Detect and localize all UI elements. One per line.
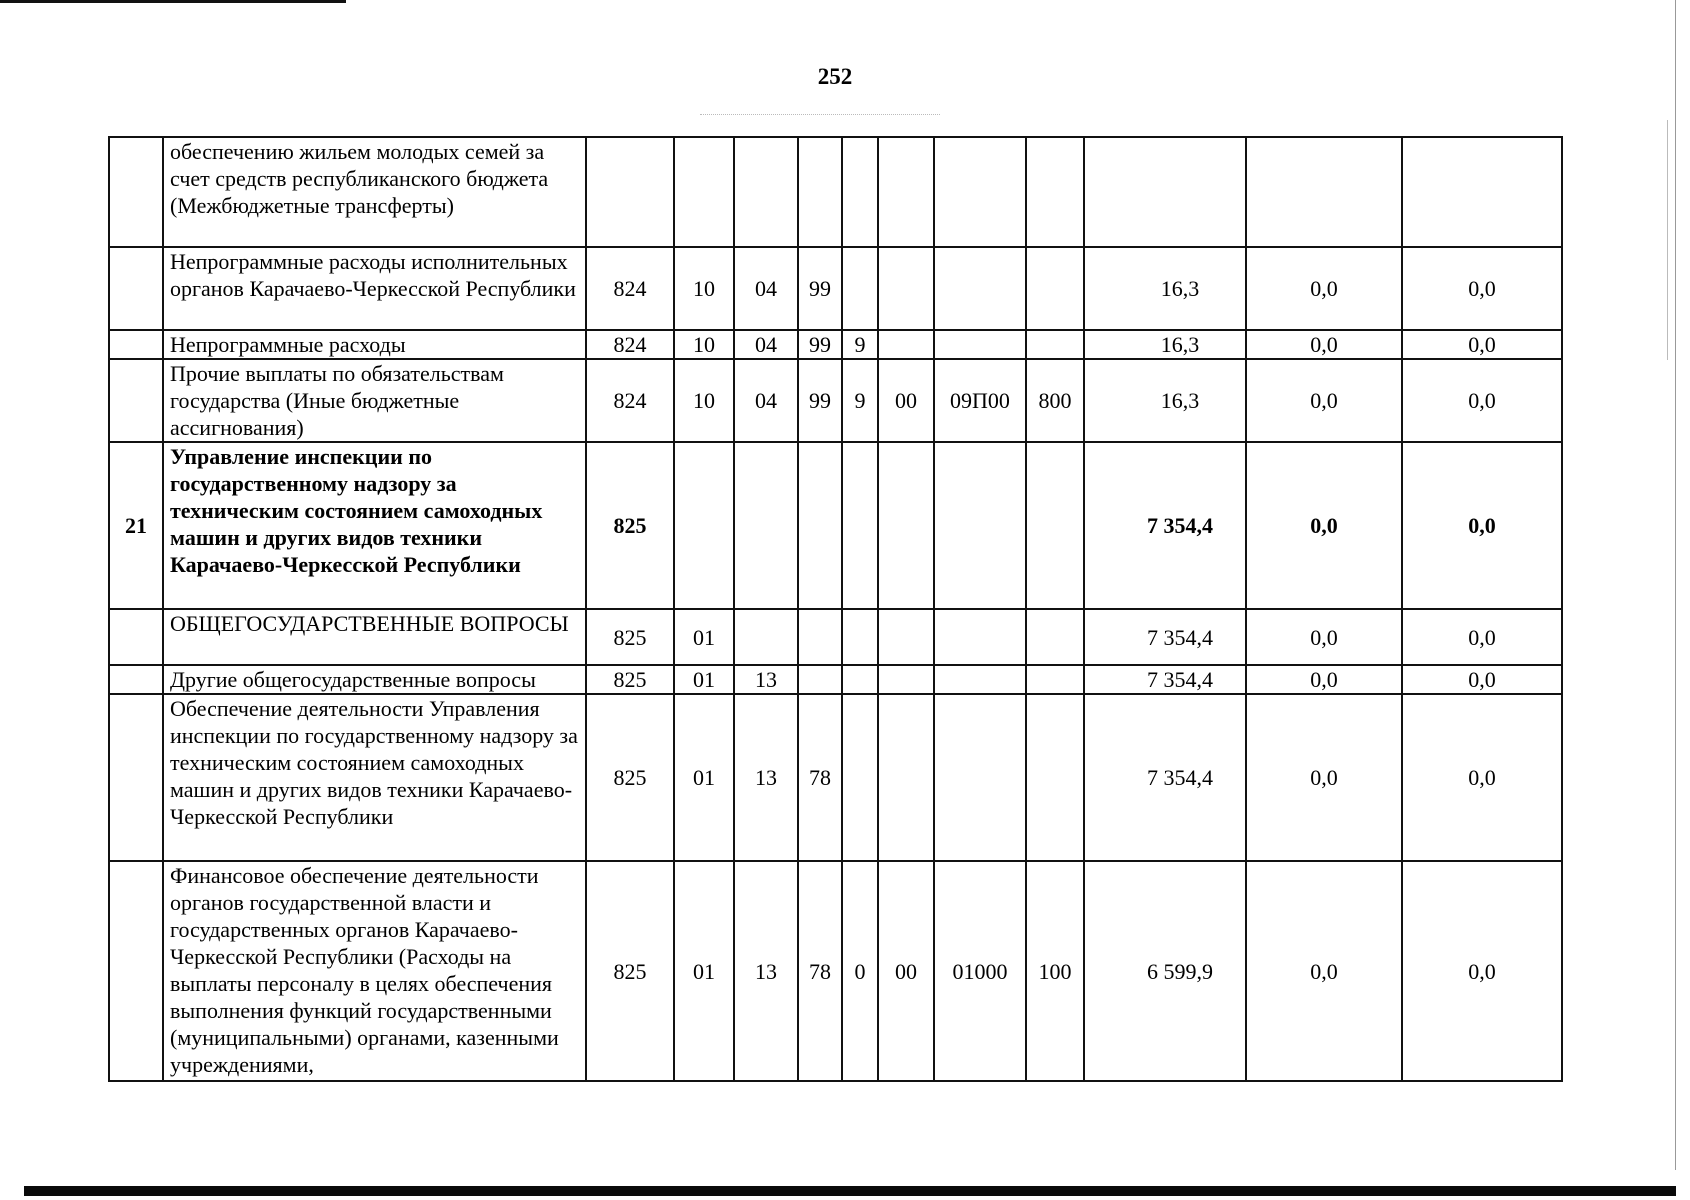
cell-sum-1: 7 354,4 xyxy=(1084,694,1246,861)
cell-vr xyxy=(1026,609,1084,665)
cell-sum-1 xyxy=(1084,137,1246,247)
cell-csr-program xyxy=(798,609,842,665)
cell-csr-direction xyxy=(934,137,1026,247)
cell-vr: 800 xyxy=(1026,359,1084,442)
cell-grbs: 824 xyxy=(586,359,674,442)
cell-pr: 04 xyxy=(734,330,798,359)
cell-sum-3: 0,0 xyxy=(1402,330,1562,359)
cell-csr-subprogram xyxy=(842,609,878,665)
cell-sum-2 xyxy=(1246,137,1402,247)
cell-sum-1: 7 354,4 xyxy=(1084,442,1246,609)
row-name: Финансовое обеспечение деятельности органов государственной власти и государственных органов Карачаево-Черкесской Республики (Расходы на выплаты персоналу в целях обеспечения выполнения функций государственными (муниципальными) органами, казенными учреждениями, xyxy=(163,861,586,1081)
cell-csr-direction xyxy=(934,330,1026,359)
cell-sum-3: 0,0 xyxy=(1402,861,1562,1081)
cell-sum-1: 7 354,4 xyxy=(1084,665,1246,694)
cell-csr-direction xyxy=(934,442,1026,609)
cell-sum-2: 0,0 xyxy=(1246,665,1402,694)
top-rule xyxy=(0,0,346,3)
cell-grbs: 824 xyxy=(586,330,674,359)
row-name: Управление инспекции по государственному надзору за техническим состоянием самоходных машин и других видов техники Карачаево-Черкесской Республики xyxy=(163,442,586,609)
cell-sum-3: 0,0 xyxy=(1402,609,1562,665)
cell-csr-program: 99 xyxy=(798,359,842,442)
row-number xyxy=(109,330,163,359)
cell-csr-program: 99 xyxy=(798,330,842,359)
cell-csr-event: 00 xyxy=(878,861,934,1081)
row-number xyxy=(109,861,163,1081)
table-row xyxy=(109,359,1562,442)
cell-pr: 13 xyxy=(734,694,798,861)
cell-sum-2: 0,0 xyxy=(1246,247,1402,330)
cell-pr xyxy=(734,609,798,665)
row-number: 21 xyxy=(109,442,163,609)
cell-csr-event xyxy=(878,247,934,330)
cell-pr: 13 xyxy=(734,665,798,694)
cell-csr-direction: 09П00 xyxy=(934,359,1026,442)
scan-artifact xyxy=(700,114,940,116)
cell-csr-event xyxy=(878,137,934,247)
table-row xyxy=(109,609,1562,665)
cell-vr xyxy=(1026,137,1084,247)
cell-csr-event xyxy=(878,665,934,694)
cell-sum-1: 16,3 xyxy=(1084,330,1246,359)
cell-csr-subprogram: 9 xyxy=(842,359,878,442)
cell-csr-direction xyxy=(934,247,1026,330)
cell-rz xyxy=(674,442,734,609)
cell-rz: 01 xyxy=(674,694,734,861)
cell-rz: 10 xyxy=(674,247,734,330)
cell-grbs: 825 xyxy=(586,609,674,665)
page-edge-line xyxy=(1675,0,1676,1170)
cell-rz xyxy=(674,137,734,247)
table-row xyxy=(109,330,1562,359)
cell-csr-direction xyxy=(934,609,1026,665)
row-name: Обеспечение деятельности Управления инспекции по государственному надзору за техническим состоянием самоходных машин и других видов техники Карачаево-Черкесской Республики xyxy=(163,694,586,861)
row-number xyxy=(109,359,163,442)
row-name: ОБЩЕГОСУДАРСТВЕННЫЕ ВОПРОСЫ xyxy=(163,609,586,665)
cell-grbs xyxy=(586,137,674,247)
cell-sum-2: 0,0 xyxy=(1246,359,1402,442)
cell-pr: 04 xyxy=(734,359,798,442)
cell-sum-3: 0,0 xyxy=(1402,247,1562,330)
row-name: Непрограммные расходы xyxy=(163,330,586,359)
cell-vr: 100 xyxy=(1026,861,1084,1081)
cell-csr-direction: 01000 xyxy=(934,861,1026,1081)
cell-sum-3: 0,0 xyxy=(1402,442,1562,609)
cell-sum-1: 16,3 xyxy=(1084,247,1246,330)
cell-csr-event xyxy=(878,442,934,609)
row-number xyxy=(109,137,163,247)
cell-pr xyxy=(734,442,798,609)
bottom-rule xyxy=(24,1186,1676,1196)
cell-csr-direction xyxy=(934,694,1026,861)
cell-csr-program xyxy=(798,137,842,247)
cell-vr xyxy=(1026,442,1084,609)
row-number xyxy=(109,665,163,694)
table-row xyxy=(109,694,1562,861)
cell-grbs: 825 xyxy=(586,861,674,1081)
row-name: Другие общегосударственные вопросы xyxy=(163,665,586,694)
cell-csr-program: 99 xyxy=(798,247,842,330)
cell-sum-3: 0,0 xyxy=(1402,694,1562,861)
cell-csr-direction xyxy=(934,665,1026,694)
cell-csr-subprogram xyxy=(842,247,878,330)
table-row xyxy=(109,137,1562,247)
cell-grbs: 824 xyxy=(586,247,674,330)
cell-csr-event: 00 xyxy=(878,359,934,442)
cell-csr-program xyxy=(798,665,842,694)
cell-grbs: 825 xyxy=(586,665,674,694)
cell-sum-2: 0,0 xyxy=(1246,609,1402,665)
cell-rz: 01 xyxy=(674,609,734,665)
cell-csr-subprogram xyxy=(842,137,878,247)
row-number xyxy=(109,609,163,665)
cell-grbs: 825 xyxy=(586,442,674,609)
cell-vr xyxy=(1026,330,1084,359)
cell-vr xyxy=(1026,247,1084,330)
cell-sum-1: 6 599,9 xyxy=(1084,861,1246,1081)
cell-rz: 10 xyxy=(674,330,734,359)
cell-csr-program: 78 xyxy=(798,694,842,861)
row-name: Прочие выплаты по обязательствам государства (Иные бюджетные ассигнования) xyxy=(163,359,586,442)
cell-grbs: 825 xyxy=(586,694,674,861)
cell-sum-2: 0,0 xyxy=(1246,861,1402,1081)
budget-table xyxy=(108,136,1563,1082)
cell-sum-3 xyxy=(1402,137,1562,247)
cell-csr-subprogram xyxy=(842,694,878,861)
cell-sum-1: 7 354,4 xyxy=(1084,609,1246,665)
cell-rz: 01 xyxy=(674,665,734,694)
page-edge-line xyxy=(1667,120,1668,360)
cell-csr-subprogram xyxy=(842,665,878,694)
cell-sum-3: 0,0 xyxy=(1402,359,1562,442)
table-row xyxy=(109,442,1562,609)
cell-csr-subprogram: 0 xyxy=(842,861,878,1081)
cell-sum-2: 0,0 xyxy=(1246,442,1402,609)
cell-sum-3: 0,0 xyxy=(1402,665,1562,694)
cell-rz: 10 xyxy=(674,359,734,442)
cell-csr-event xyxy=(878,330,934,359)
cell-csr-event xyxy=(878,694,934,861)
row-number xyxy=(109,694,163,861)
row-name: обеспечению жильем молодых семей за счет средств республиканского бюджета (Межбюджетные трансферты) xyxy=(163,137,586,247)
table-row xyxy=(109,665,1562,694)
cell-rz: 01 xyxy=(674,861,734,1081)
cell-csr-program: 78 xyxy=(798,861,842,1081)
cell-vr xyxy=(1026,665,1084,694)
cell-sum-2: 0,0 xyxy=(1246,694,1402,861)
cell-csr-subprogram xyxy=(842,442,878,609)
cell-sum-2: 0,0 xyxy=(1246,330,1402,359)
cell-pr: 13 xyxy=(734,861,798,1081)
cell-csr-event xyxy=(878,609,934,665)
cell-pr: 04 xyxy=(734,247,798,330)
cell-sum-1: 16,3 xyxy=(1084,359,1246,442)
cell-pr xyxy=(734,137,798,247)
cell-csr-program xyxy=(798,442,842,609)
table-row xyxy=(109,247,1562,330)
page-number: 252 xyxy=(817,64,853,89)
row-name: Непрограммные расходы исполнительных органов Карачаево-Черкесской Республики xyxy=(163,247,586,330)
cell-csr-subprogram: 9 xyxy=(842,330,878,359)
cell-vr xyxy=(1026,694,1084,861)
table-row xyxy=(109,861,1562,1081)
row-number xyxy=(109,247,163,330)
